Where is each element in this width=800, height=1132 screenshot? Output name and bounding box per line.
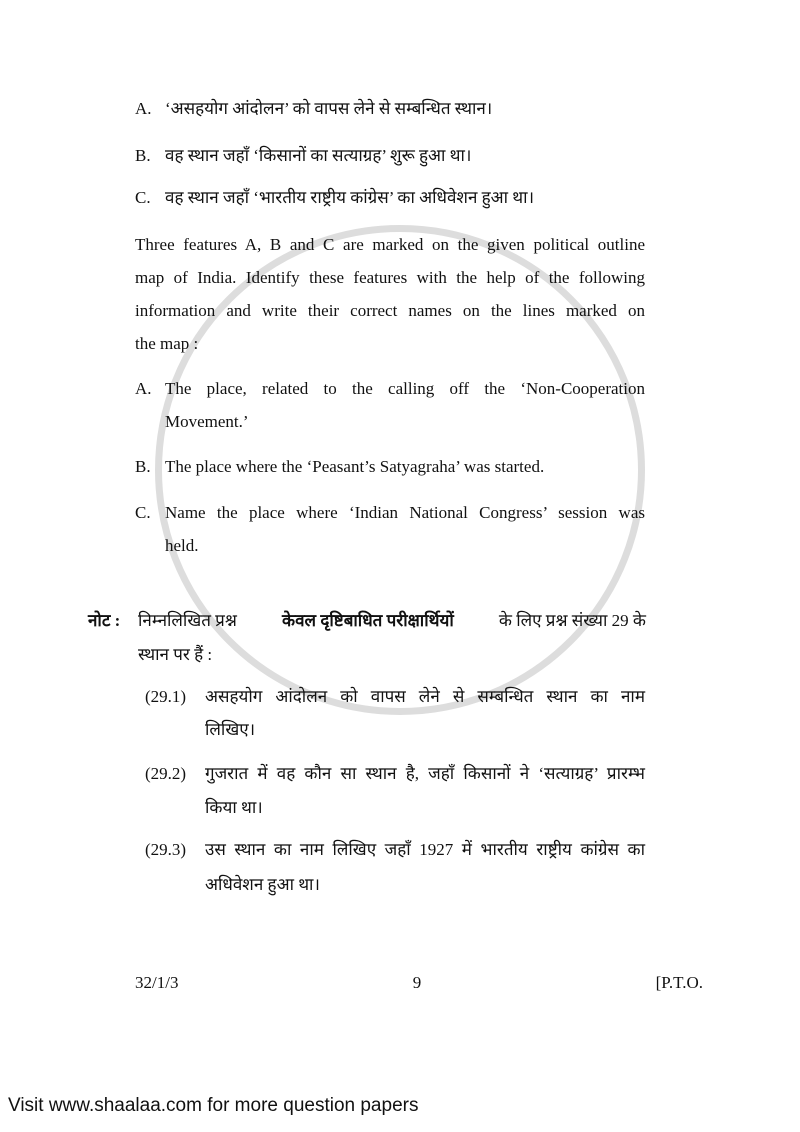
- english-item-c-cont: held.: [165, 536, 199, 555]
- english-item-b-label: B.: [135, 457, 151, 476]
- instruction-line: map of India. Identify these features with the help of the following: [135, 268, 645, 287]
- subq-cont-row: [205, 791, 645, 824]
- note-line: [138, 604, 646, 637]
- subq-row: [145, 833, 645, 866]
- hindi-item-a: ‘असहयोग आंदोलन’ को वापस लेने से सम्बन्धित स्थान।: [165, 99, 493, 118]
- pto-label: [P.T.O.: [655, 973, 703, 992]
- hindi-item-b: वह स्थान जहाँ ‘किसानों का सत्याग्रह’ शुरू हुआ था।: [165, 146, 472, 165]
- subq-number: (29.3): [145, 840, 187, 859]
- hindi-item-a-row: [135, 92, 645, 125]
- hindi-item-c-row: [135, 181, 645, 214]
- english-item-c-row: [135, 496, 645, 529]
- english-item-a-cont: Movement.’: [165, 412, 249, 431]
- english-item-a-label: A.: [135, 379, 152, 398]
- page-number: 9: [412, 973, 422, 992]
- subq-number: (29.2): [145, 764, 187, 783]
- english-item-c-cont-row: [165, 529, 645, 562]
- subq-row: [145, 680, 645, 713]
- subq-text-cont: लिखिए।: [205, 720, 256, 739]
- hindi-item-c: वह स्थान जहाँ ‘भारतीय राष्ट्रीय कांग्रेस’ का अधिवेशन हुआ था।: [165, 188, 535, 207]
- subq-cont-row: [205, 713, 645, 746]
- english-item-c: Name the place where ‘Indian National Congress’ session was: [165, 503, 645, 522]
- note-pre: निम्नलिखित प्रश्न: [138, 611, 237, 630]
- english-item-a: The place, related to the calling off the ‘Non-Cooperation: [165, 379, 645, 398]
- instruction-row: [135, 294, 645, 327]
- note-post: के लिए प्रश्न संख्या 29 के: [498, 611, 646, 630]
- instruction-line: the map :: [135, 334, 199, 353]
- subq-row: [145, 757, 645, 790]
- subq-cont-row: [205, 868, 645, 901]
- english-item-a-row: [135, 372, 645, 405]
- subq-text: असहयोग आंदोलन को वापस लेने से सम्बन्धित स्थान का नाम: [205, 687, 645, 706]
- page-content: [0, 92, 800, 999]
- english-item-c-label: C.: [135, 503, 151, 522]
- subq-text: गुजरात में वह कौन सा स्थान है, जहाँ किसानों ने ‘सत्याग्रह’ प्रारम्भ: [205, 764, 645, 783]
- hindi-item-b-row: [135, 139, 645, 172]
- instruction-line: information and write their correct names on the lines marked on: [135, 301, 645, 320]
- shaalaa-banner-link[interactable]: Visit www.shaalaa.com for more question papers: [8, 1095, 419, 1116]
- instruction-row: [135, 261, 645, 294]
- instruction-line: Three features A, B and C are marked on the given political outline: [135, 235, 645, 254]
- note-line2: स्थान पर हैं :: [138, 645, 213, 664]
- instruction-row: [135, 228, 645, 261]
- note-line2-row: [138, 638, 646, 671]
- subq-text-cont: अधिवेशन हुआ था।: [205, 875, 320, 894]
- english-item-b-row: [135, 450, 645, 483]
- note-row: [88, 604, 646, 637]
- hindi-item-b-label: B.: [135, 146, 151, 165]
- english-item-a-cont-row: [165, 405, 645, 438]
- subq-text-cont: किया था।: [205, 798, 263, 817]
- hindi-item-a-label: A.: [135, 99, 152, 118]
- note-bold: केवल दृष्टिबाधित परीक्षार्थियों: [282, 611, 454, 630]
- hindi-item-c-label: C.: [135, 188, 151, 207]
- page-footer: [135, 966, 703, 999]
- subq-text: उस स्थान का नाम लिखिए जहाँ 1927 में भारतीय राष्ट्रीय कांग्रेस का: [205, 840, 645, 859]
- instruction-row: [135, 327, 645, 360]
- english-item-b: The place where the ‘Peasant’s Satyagraha’ was started.: [165, 457, 545, 476]
- subq-number: (29.1): [145, 687, 187, 706]
- paper-code: 32/1/3: [135, 973, 179, 992]
- note-label: नोट :: [88, 611, 121, 630]
